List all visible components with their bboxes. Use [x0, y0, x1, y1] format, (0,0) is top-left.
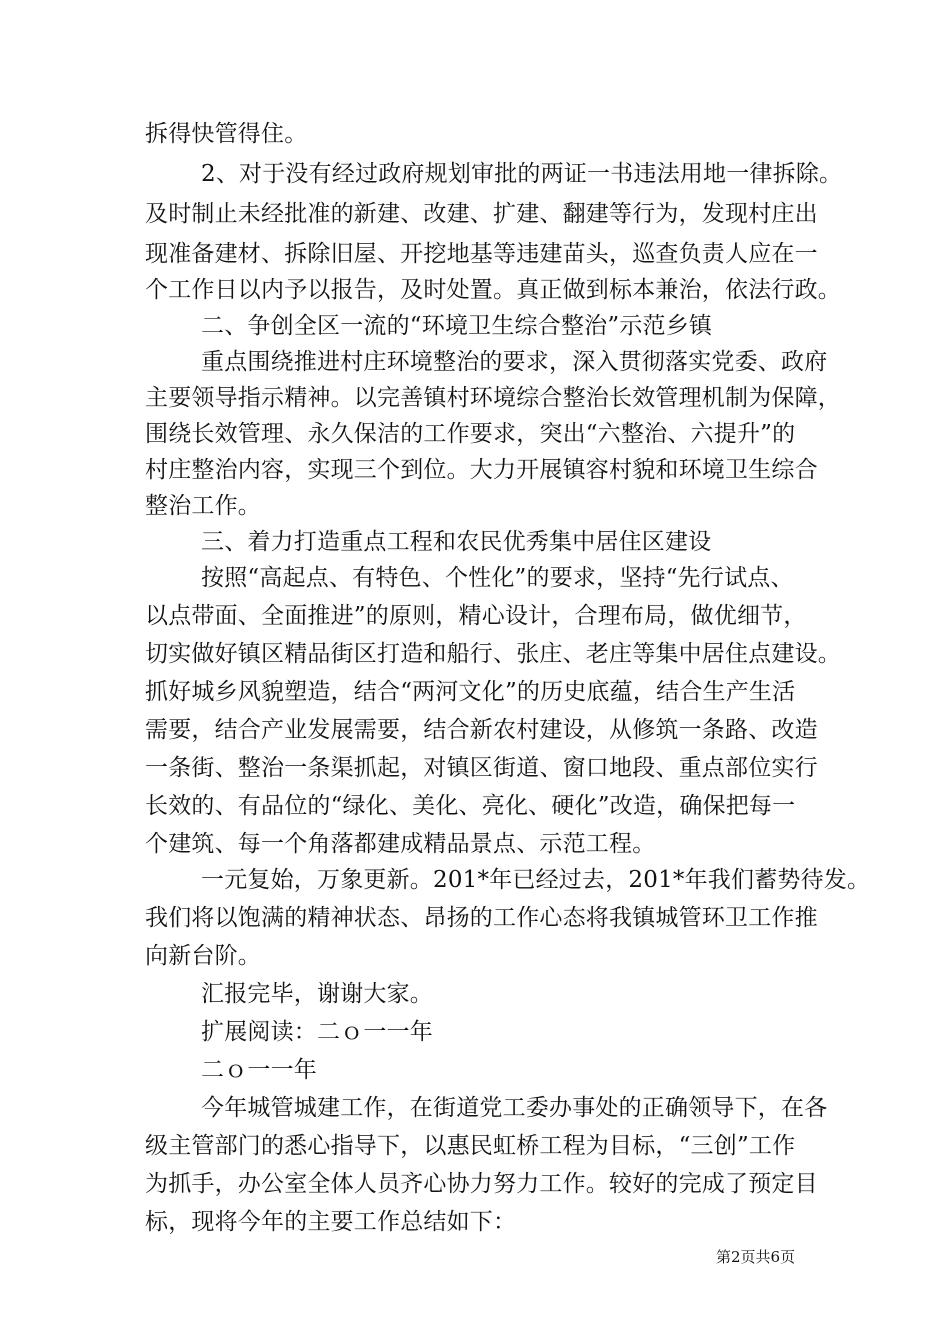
body-line: 拆得快管得住。: [145, 121, 308, 147]
body-line: 一条街、整治一条渠抓起，对镇区街道、窗口地段、重点部位实行: [145, 755, 818, 781]
body-line: 按照“高起点、有特色、个性化”的要求，坚持“先行试点、: [201, 565, 794, 591]
body-line: 以点带面、全面推进”的原则，精心设计，合理布局，做优细节，: [145, 603, 807, 629]
body-line: 主要领导指示精神。以完善镇村环境综合整治长效管理机制为保障，: [145, 385, 841, 411]
body-line: 汇报完毕，谢谢大家。: [201, 981, 433, 1007]
subtitle: 二ｏ一一年: [201, 1057, 317, 1083]
body-line: 一元复始，万象更新。201*年已经过去，201*年我们蓄势待发。: [201, 867, 871, 893]
body-line: 抓好城乡风貌塑造，结合“两河文化”的历史底蕴，结合生产生活: [145, 679, 796, 705]
section-heading: 三、着力打造重点工程和农民优秀集中居住区建设: [201, 529, 712, 555]
body-line: 切实做好镇区精品街区打造和船行、张庄、老庄等集中居住点建设。: [145, 641, 841, 667]
body-line: 村庄整治内容，实现三个到位。大力开展镇容村貌和环境卫生综合: [145, 457, 818, 483]
body-line: 及时制止未经批准的新建、改建、扩建、翻建等行为，发现村庄出: [145, 201, 818, 227]
body-line: 我们将以饱满的精神状态、昂扬的工作心态将我镇城管环卫工作推: [145, 905, 818, 931]
page-number: 第2页共6页: [716, 1248, 796, 1266]
body-line: 级主管部门的悉心指导下，以惠民虹桥工程为目标，“三创”工作: [145, 1133, 796, 1159]
body-line: 整治工作。: [145, 493, 261, 519]
body-line: 长效的、有品位的“绿化、美化、亮化、硬化”改造，确保把每一: [145, 793, 796, 819]
section-heading: 二、争创全区一流的“环境卫生综合整治”示范乡镇: [201, 313, 713, 339]
body-line: 个工作日以内予以报告，及时处置。真正做到标本兼治，依法行政。: [145, 277, 841, 303]
body-line: 标，现将今年的主要工作总结如下：: [145, 1209, 517, 1235]
body-line: 围绕长效管理、永久保洁的工作要求，突出“六整治、六提升”的: [145, 421, 796, 447]
body-line: 2、对于没有经过政府规划审批的两证一书违法用地一律拆除。: [201, 161, 843, 187]
body-line: 为抓手，办公室全体人员齐心协力努力工作。较好的完成了预定目: [145, 1171, 818, 1197]
body-line: 现准备建材、拆除旧屋、开挖地基等违建苗头，巡查负责人应在一: [145, 241, 818, 267]
extended-reading-label: 扩展阅读：二ｏ一一年: [201, 1019, 433, 1045]
body-line: 重点围绕推进村庄环境整治的要求，深入贯彻落实党委、政府: [201, 349, 828, 375]
body-line: 今年城管城建工作，在街道党工委办事处的正确领导下，在各: [201, 1095, 828, 1121]
body-line: 需要，结合产业发展需要，结合新农村建设，从修筑一条路、改造: [145, 717, 818, 743]
body-line: 个建筑、每一个角落都建成精品景点、示范工程。: [145, 831, 656, 857]
body-line: 向新台阶。: [145, 943, 261, 969]
